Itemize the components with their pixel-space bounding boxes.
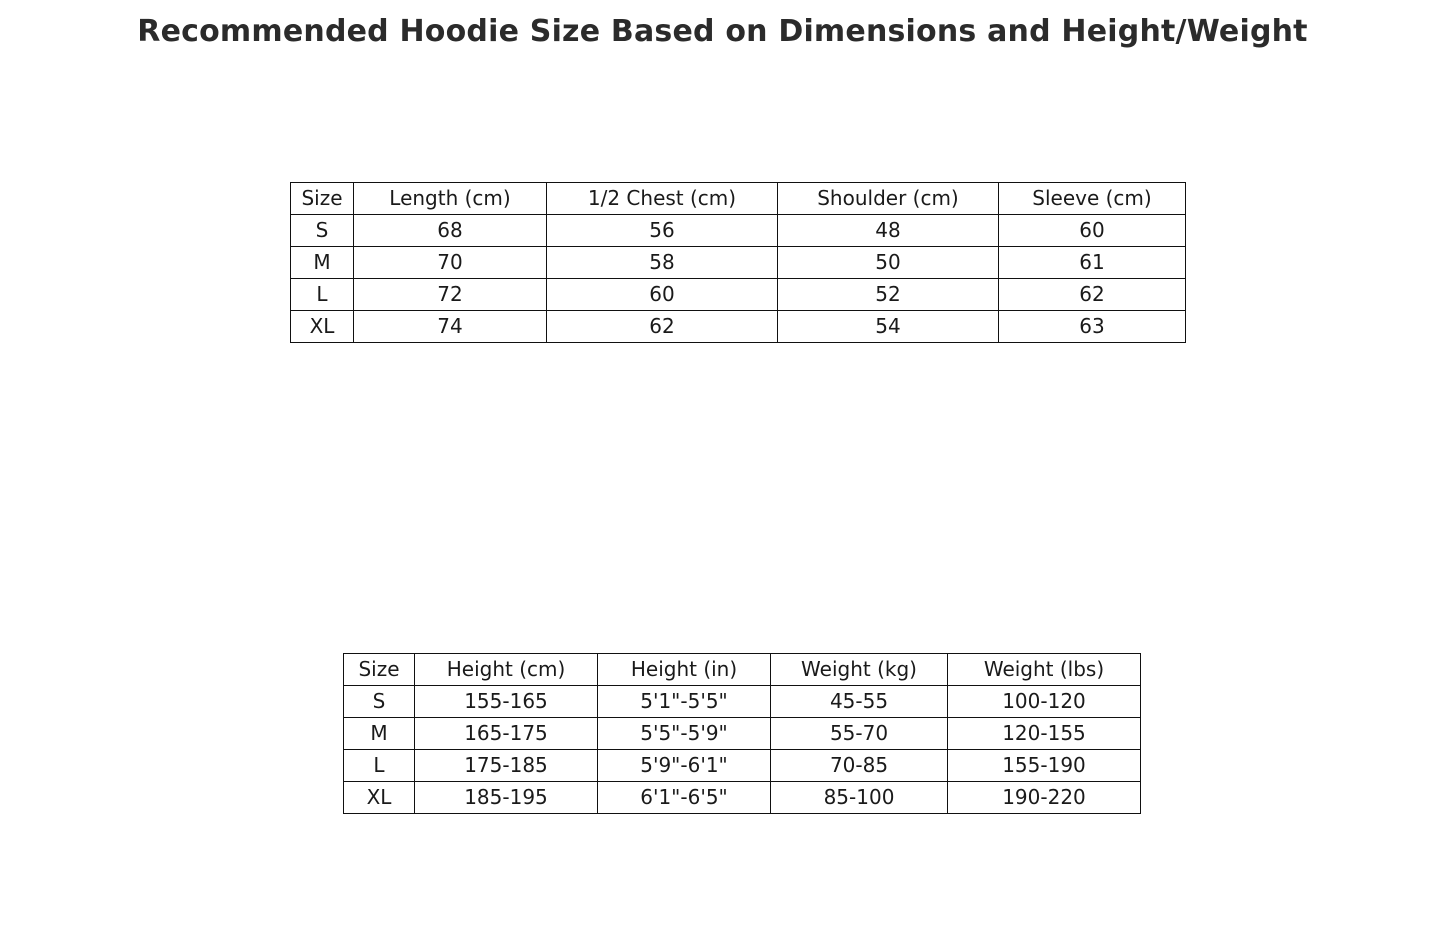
page-title: Recommended Hoodie Size Based on Dimensions and Height/Weight: [137, 14, 1308, 49]
column-header-sleeve: Sleeve (cm): [999, 183, 1186, 215]
cell-length: 74: [354, 311, 547, 343]
cell-height-cm: 165-175: [415, 718, 598, 750]
cell-chest: 62: [547, 311, 778, 343]
table-header-row: [344, 654, 1141, 686]
cell-size: S: [344, 686, 415, 718]
cell-height-in: 5'1"-5'5": [598, 686, 771, 718]
height-weight-table: [343, 653, 1141, 814]
cell-size: M: [291, 247, 354, 279]
cell-size: XL: [344, 782, 415, 814]
cell-sleeve: 60: [999, 215, 1186, 247]
table-row: [344, 686, 1141, 718]
dimensions-table: [290, 182, 1186, 343]
cell-weight-lbs: 100-120: [948, 686, 1141, 718]
cell-size: M: [344, 718, 415, 750]
column-header-length: Length (cm): [354, 183, 547, 215]
cell-weight-lbs: 155-190: [948, 750, 1141, 782]
table-row: [291, 311, 1186, 343]
cell-height-cm: 175-185: [415, 750, 598, 782]
table-row: [291, 279, 1186, 311]
cell-shoulder: 50: [778, 247, 999, 279]
column-header-size: Size: [291, 183, 354, 215]
column-header-chest: 1/2 Chest (cm): [547, 183, 778, 215]
column-header-size: Size: [344, 654, 415, 686]
table-row: [344, 782, 1141, 814]
cell-weight-lbs: 190-220: [948, 782, 1141, 814]
cell-shoulder: 52: [778, 279, 999, 311]
table-header-row: [291, 183, 1186, 215]
cell-chest: 58: [547, 247, 778, 279]
cell-height-cm: 155-165: [415, 686, 598, 718]
cell-sleeve: 61: [999, 247, 1186, 279]
cell-weight-kg: 45-55: [771, 686, 948, 718]
column-header-weight-lbs: Weight (lbs): [948, 654, 1141, 686]
table-row: [344, 750, 1141, 782]
cell-weight-kg: 55-70: [771, 718, 948, 750]
table-row: [344, 718, 1141, 750]
table-row: [291, 247, 1186, 279]
cell-size: XL: [291, 311, 354, 343]
cell-length: 72: [354, 279, 547, 311]
table-row: [291, 215, 1186, 247]
column-header-weight-kg: Weight (kg): [771, 654, 948, 686]
cell-chest: 60: [547, 279, 778, 311]
cell-sleeve: 63: [999, 311, 1186, 343]
cell-weight-lbs: 120-155: [948, 718, 1141, 750]
cell-size: L: [291, 279, 354, 311]
cell-chest: 56: [547, 215, 778, 247]
cell-sleeve: 62: [999, 279, 1186, 311]
cell-length: 68: [354, 215, 547, 247]
cell-shoulder: 48: [778, 215, 999, 247]
cell-weight-kg: 85-100: [771, 782, 948, 814]
column-header-height-in: Height (in): [598, 654, 771, 686]
cell-height-in: 5'5"-5'9": [598, 718, 771, 750]
cell-shoulder: 54: [778, 311, 999, 343]
cell-height-cm: 185-195: [415, 782, 598, 814]
cell-size: S: [291, 215, 354, 247]
column-header-shoulder: Shoulder (cm): [778, 183, 999, 215]
cell-height-in: 6'1"-6'5": [598, 782, 771, 814]
cell-size: L: [344, 750, 415, 782]
cell-length: 70: [354, 247, 547, 279]
cell-weight-kg: 70-85: [771, 750, 948, 782]
column-header-height-cm: Height (cm): [415, 654, 598, 686]
cell-height-in: 5'9"-6'1": [598, 750, 771, 782]
